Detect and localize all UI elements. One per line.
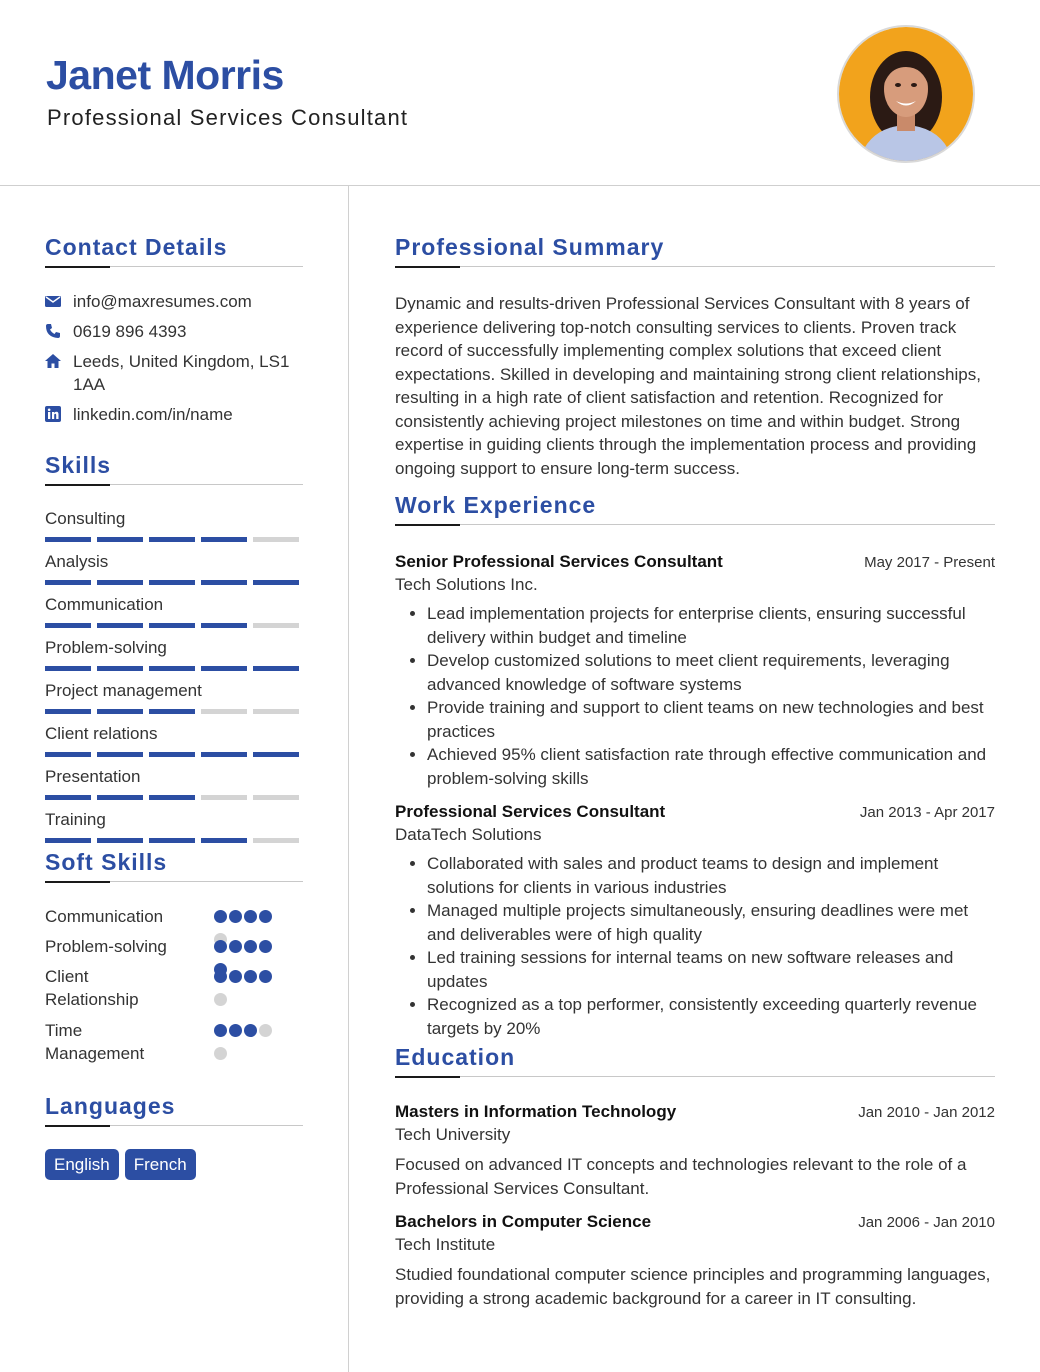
skill-level-segment xyxy=(201,838,247,843)
soft-skill-item xyxy=(45,1019,303,1073)
skill-label: Consulting xyxy=(45,509,126,528)
rating-dot xyxy=(214,993,227,1006)
skill-item xyxy=(45,509,303,552)
job-dates: May 2017 - Present xyxy=(864,554,995,571)
skill-level-segment xyxy=(45,838,91,843)
section-rule xyxy=(395,524,995,526)
skill-level-segment xyxy=(253,537,299,542)
rating-dot xyxy=(259,1024,272,1037)
section-title: Education xyxy=(395,1044,516,1070)
soft-skill-item xyxy=(45,905,303,935)
skill-level-segment xyxy=(149,752,195,757)
skill-level-segment xyxy=(45,666,91,671)
skill-level-segment xyxy=(97,838,143,843)
section-title: Skills xyxy=(45,452,112,478)
list-item: • Led training sessions for internal teams on new software releases and updates xyxy=(427,946,995,993)
skill-level-bar xyxy=(45,537,303,542)
skill-level-bar xyxy=(45,752,303,757)
section-title: Soft Skills xyxy=(45,849,168,875)
list-item: • Managed multiple projects simultaneously, ensuring deadlines were met and deliverables were of high quality xyxy=(427,899,995,946)
skill-level-segment xyxy=(253,623,299,628)
list-item: • Achieved 95% client satisfaction rate through effective communication and problem-solving skills xyxy=(427,743,995,790)
job-entry xyxy=(395,802,995,1040)
section-rule xyxy=(45,484,303,486)
skill-level-segment xyxy=(45,537,91,542)
contact-location: Leeds, United Kingdom, LS1 1AA xyxy=(45,350,303,396)
skill-label: Analysis xyxy=(45,552,109,571)
soft-skills-section xyxy=(45,845,303,1073)
education-description: Studied foundational computer science principles and programming languages, providing a strong academic background for a career in IT consulting. xyxy=(395,1265,991,1308)
job-title: Professional Services Consultant xyxy=(395,802,666,821)
skill-level-segment xyxy=(97,709,143,714)
skill-level-segment xyxy=(149,795,195,800)
skill-item xyxy=(45,767,303,810)
rating-dot xyxy=(244,970,257,983)
job-bullets xyxy=(395,602,995,790)
skill-item xyxy=(45,638,303,681)
section-rule xyxy=(395,266,995,268)
rating-dot xyxy=(244,910,257,923)
section-rule xyxy=(395,1076,995,1078)
skill-item xyxy=(45,552,303,595)
skill-level-segment xyxy=(149,537,195,542)
list-item: • Collaborated with sales and product teams to design and implement solutions for clients in various industries xyxy=(427,852,995,899)
rating-dot xyxy=(229,970,242,983)
job-bullets xyxy=(395,852,995,1040)
education-entry xyxy=(395,1212,995,1310)
skills-section xyxy=(45,448,303,853)
skill-level-segment xyxy=(201,709,247,714)
education-section xyxy=(395,1040,995,1310)
section-rule xyxy=(45,881,303,883)
resume-header xyxy=(0,0,1040,186)
degree-title: Bachelors in Computer Science xyxy=(395,1212,652,1231)
skill-level-segment xyxy=(45,623,91,628)
skill-level-segment xyxy=(201,580,247,585)
rating-dot xyxy=(214,1047,227,1060)
skill-level-segment xyxy=(253,838,299,843)
languages-list xyxy=(45,1149,303,1180)
home-icon xyxy=(45,350,73,396)
header-divider xyxy=(0,185,1040,186)
skill-level-segment xyxy=(201,623,247,628)
candidate-name: Janet Morris xyxy=(46,52,284,98)
rating-dot xyxy=(214,940,227,953)
school-name: Tech University xyxy=(395,1125,511,1144)
skill-level-segment xyxy=(149,666,195,671)
skills-list xyxy=(45,509,303,853)
rating-dot xyxy=(244,940,257,953)
skill-level-segment xyxy=(253,666,299,671)
skill-level-segment xyxy=(45,752,91,757)
skill-level-segment xyxy=(201,666,247,671)
skill-level-segment xyxy=(253,752,299,757)
rating-dot xyxy=(214,910,227,923)
summary-text: Dynamic and results-driven Professional Services Consultant with 8 years of experience delivering top-notch consulting services to clients. Proven track record of successfully implementing complex solutions that exceed client expectations. Skilled in developing and maintaining strong client relationships, resulting in a high rate of client satisfaction and retention. Recognized for consistently achieving project milestones on time and within budget. Strong expertise in guiding clients through the implementation process and providing ongoing support to ensure long-term success. xyxy=(395,294,981,478)
soft-skill-label: Communication xyxy=(45,907,164,926)
skill-level-bar xyxy=(45,580,303,585)
summary-section xyxy=(395,230,995,480)
education-description: Focused on advanced IT concepts and technologies relevant to the role of a Professional Services Consultant. xyxy=(395,1155,967,1198)
section-title: Work Experience xyxy=(395,492,597,518)
rating-dot xyxy=(259,940,272,953)
skill-level-segment xyxy=(201,795,247,800)
contact-email[interactable]: info@maxresumes.com xyxy=(45,290,303,313)
list-item: • Provide training and support to client teams on new technologies and best practices xyxy=(427,696,995,743)
rating-dot xyxy=(259,970,272,983)
skill-level-segment xyxy=(45,795,91,800)
skill-item xyxy=(45,681,303,724)
language-tag: English xyxy=(45,1149,119,1180)
soft-skill-item xyxy=(45,965,303,1019)
list-item: • Lead implementation projects for enterprise clients, ensuring successful delivery within budget and timeline xyxy=(427,602,995,649)
job-company: DataTech Solutions xyxy=(395,825,542,844)
contact-linkedin[interactable]: linkedin.com/in/name xyxy=(45,403,303,426)
skill-label: Client relations xyxy=(45,724,158,743)
contact-section xyxy=(45,230,303,426)
envelope-icon xyxy=(45,290,73,313)
languages-section xyxy=(45,1089,303,1180)
profile-photo xyxy=(837,25,975,163)
soft-skill-rating xyxy=(214,970,284,1016)
soft-skill-label: Problem-solving xyxy=(45,937,167,956)
skill-level-segment xyxy=(97,752,143,757)
rating-dot xyxy=(229,1024,242,1037)
linkedin-icon xyxy=(45,403,73,426)
skill-level-bar xyxy=(45,623,303,628)
education-entry xyxy=(395,1102,995,1200)
list-item: • Develop customized solutions to meet client requirements, leveraging advanced knowledge of software systems xyxy=(427,649,995,696)
section-title: Professional Summary xyxy=(395,234,665,260)
left-column xyxy=(45,230,303,1180)
skill-level-segment xyxy=(149,580,195,585)
soft-skill-rating xyxy=(214,1024,284,1070)
skill-label: Communication xyxy=(45,595,164,614)
skill-level-segment xyxy=(149,838,195,843)
rating-dot xyxy=(214,1024,227,1037)
job-dates: Jan 2013 - Apr 2017 xyxy=(859,804,995,821)
skill-level-bar xyxy=(45,838,303,843)
skill-level-segment xyxy=(201,752,247,757)
skill-label: Project management xyxy=(45,681,202,700)
skill-level-segment xyxy=(253,580,299,585)
section-title: Languages xyxy=(45,1093,176,1119)
rating-dot xyxy=(229,940,242,953)
skill-level-segment xyxy=(45,580,91,585)
column-divider xyxy=(348,186,349,1372)
list-item: • Recognized as a top performer, consistently exceeding quarterly revenue targets by 20% xyxy=(427,993,995,1040)
right-column xyxy=(395,230,995,1310)
skill-level-segment xyxy=(97,666,143,671)
skill-level-segment xyxy=(201,537,247,542)
skill-level-bar xyxy=(45,795,303,800)
contact-phone[interactable]: 0619 896 4393 xyxy=(45,320,303,343)
skill-level-bar xyxy=(45,666,303,671)
skill-level-segment xyxy=(97,795,143,800)
phone-icon xyxy=(45,320,73,343)
education-dates: Jan 2006 - Jan 2010 xyxy=(858,1214,995,1231)
rating-dot xyxy=(259,910,272,923)
section-rule xyxy=(45,1125,303,1127)
candidate-title: Professional Services Consultant xyxy=(47,105,409,130)
education-dates: Jan 2010 - Jan 2012 xyxy=(858,1104,995,1121)
skill-label: Presentation xyxy=(45,767,141,786)
skill-level-segment xyxy=(149,623,195,628)
skill-level-segment xyxy=(253,795,299,800)
skill-label: Problem-solving xyxy=(45,638,167,657)
skill-level-segment xyxy=(97,580,143,585)
section-title: Contact Details xyxy=(45,234,228,260)
skill-level-segment xyxy=(45,709,91,714)
soft-skill-item xyxy=(45,935,303,965)
job-company: Tech Solutions Inc. xyxy=(395,575,538,594)
skill-level-segment xyxy=(97,623,143,628)
skill-item xyxy=(45,595,303,638)
soft-skill-label: Client Relationship xyxy=(45,967,139,1009)
section-rule xyxy=(45,266,303,268)
skill-level-segment xyxy=(149,709,195,714)
rating-dot xyxy=(229,910,242,923)
job-title: Senior Professional Services Consultant xyxy=(395,552,723,571)
school-name: Tech Institute xyxy=(395,1235,496,1254)
skill-level-bar xyxy=(45,709,303,714)
soft-skills-list xyxy=(45,905,303,1073)
rating-dot xyxy=(214,970,227,983)
skill-item xyxy=(45,724,303,767)
soft-skill-label: Time Management xyxy=(45,1021,145,1063)
skill-level-segment xyxy=(253,709,299,714)
language-tag: French xyxy=(125,1149,196,1180)
degree-title: Masters in Information Technology xyxy=(395,1102,677,1121)
skill-level-segment xyxy=(97,537,143,542)
job-entry xyxy=(395,552,995,790)
experience-section xyxy=(395,488,995,1040)
rating-dot xyxy=(244,1024,257,1037)
skill-label: Training xyxy=(45,810,106,829)
